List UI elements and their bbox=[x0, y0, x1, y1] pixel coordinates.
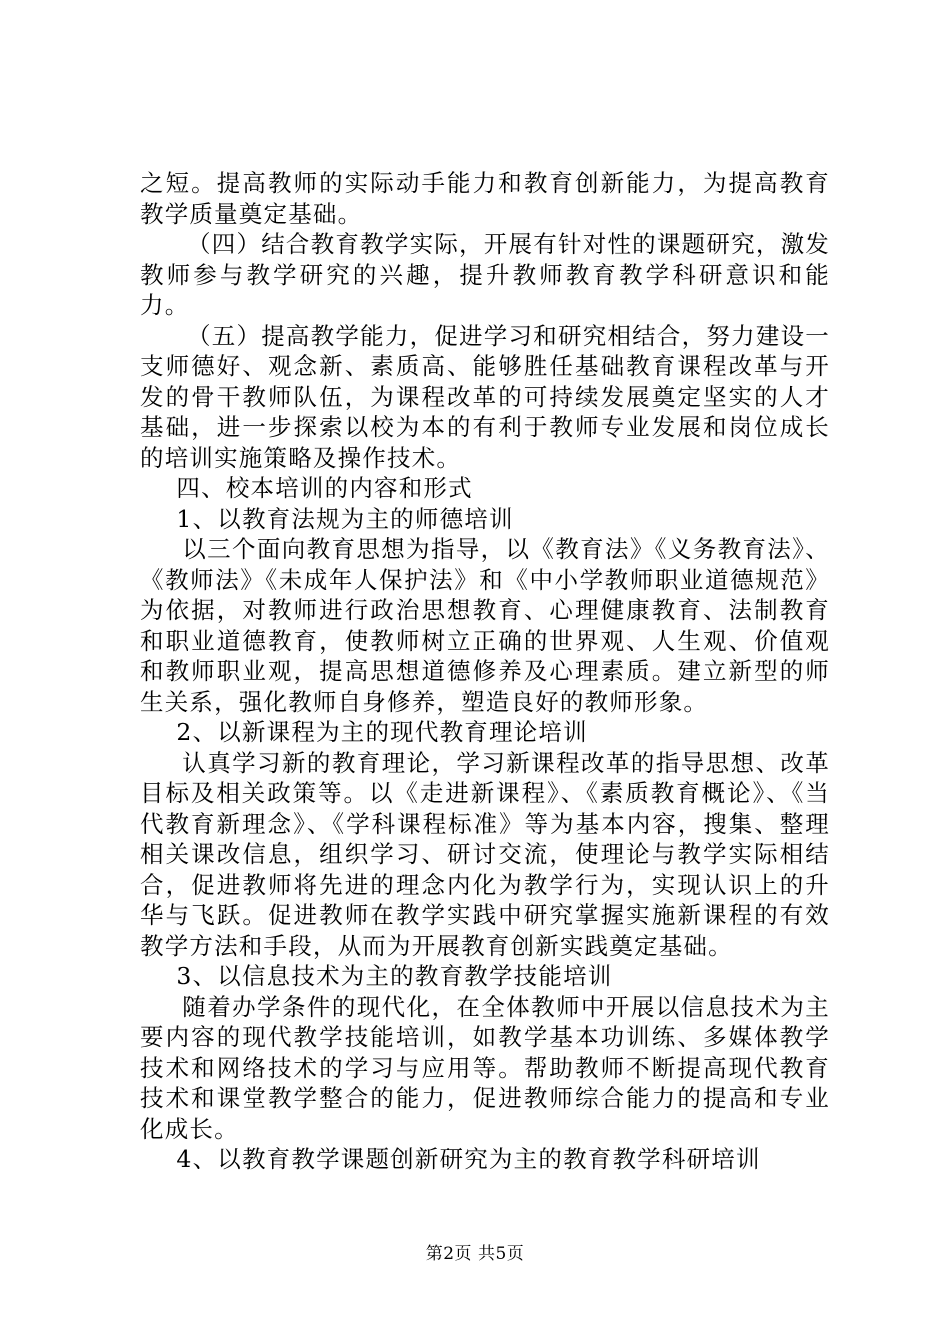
paragraph-objective-5: （五）提高教学能力，促进学习和研究相结合，努力建设一支师德好、观念新、素质高、能够胜任基础教育课程改革与开发的骨干教师队伍，为课程改革的可持续发展奠定坚实的人才基础，进一步探索以校为本的有利于教师专业发展和岗位成长的培训实施策略及操作技术。 bbox=[140, 321, 830, 472]
paragraph-theory-training: 认真学习新的教育理论，学习新课程改革的指导思想、改革目标及相关政策等。以《走进新课程》、《素质教育概论》、《当代教育新理念》、《学科课程标准》等为基本内容，搜集、整理相关课改信息，组织学习、研讨交流，使理论与教学实际相结合，促进教师将先进的理念内化为教学行为，实现认识上的升华与飞跃。促进教师在教学实践中研究掌握实施新课程的有效教学方法和手段，从而为开展教育创新实践奠定基础。 bbox=[140, 748, 830, 960]
subheading-research-training: 4、以教育教学课题创新研究为主的教育教学科研培训 bbox=[176, 1145, 761, 1173]
section-heading-content-and-form: 四、校本培训的内容和形式 bbox=[176, 474, 473, 502]
paragraph-skills-training: 随着办学条件的现代化，在全体教师中开展以信息技术为主要内容的现代教学技能培训，如教学基本功训练、多媒体教学技术和网络技术的学习与应用等。帮助教师不断提高现代教育技术和课堂教学整合的能力，促进教师综合能力的提高和专业化成长。 bbox=[140, 992, 830, 1143]
paragraph-continuation: 之短。提高教师的实际动手能力和教育创新能力，为提高教育教学质量奠定基础。 bbox=[140, 169, 830, 228]
paragraph-objective-4: （四）结合教育教学实际，开展有针对性的课题研究，激发教师参与教学研究的兴趣，提升教师教育教学科研意识和能力。 bbox=[140, 230, 830, 319]
subheading-ethics-training: 1、以教育法规为主的师德培训 bbox=[176, 504, 514, 533]
paragraph-ethics-training: 以三个面向教育思想为指导，以《教育法》《义务教育法》、《教师法》《未成年人保护法》和《中小学教师职业道德规范》为依据，对教师进行政治思想教育、心理健康教育、法制教育和职业道德教育，使教师树立正确的世界观、人生观、价值观和教师职业观，提高思想道德修养及心理素质。建立新型的师生关系，强化教师自身修养，塑造良好的教师形象。 bbox=[140, 535, 830, 716]
document-body bbox=[140, 168, 830, 1175]
subheading-theory-training: 2、以新课程为主的现代教育理论培训 bbox=[176, 718, 588, 746]
subheading-skills-training: 3、以信息技术为主的教育教学技能培训 bbox=[176, 962, 613, 990]
page-number-footer: 第2页 共5页 bbox=[425, 1244, 525, 1264]
